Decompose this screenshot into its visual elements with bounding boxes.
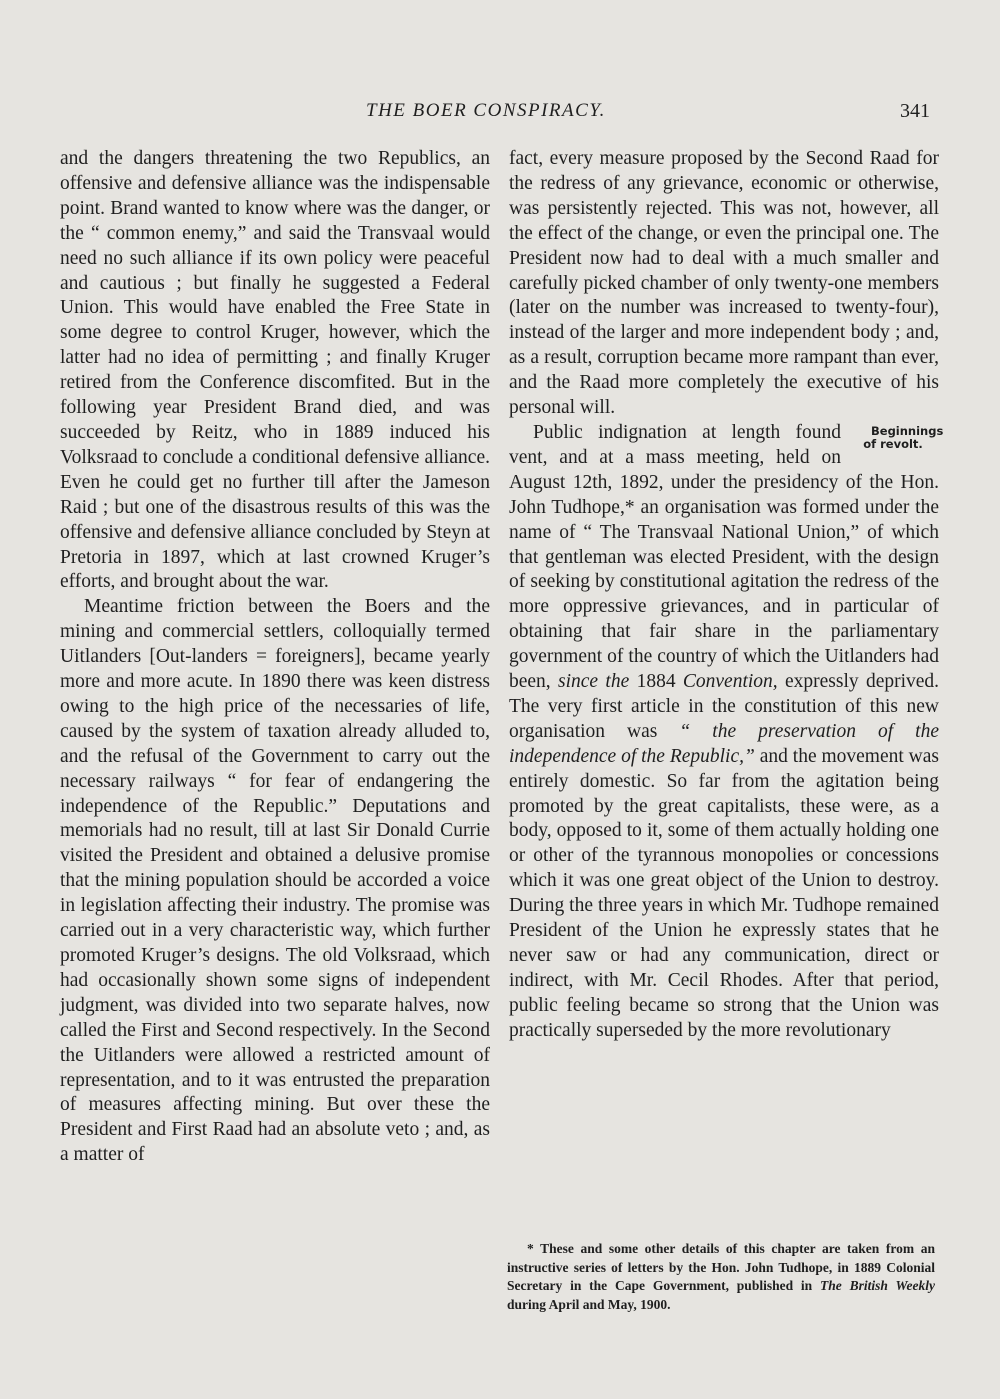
marginal-note: Beginnings of revolt.: [863, 423, 944, 451]
right-column: [509, 147, 944, 1044]
right-paragraph-2-year: 1884: [636, 671, 676, 693]
quoted-article: “ the preservation of the independence of the Republic,”: [509, 720, 939, 767]
right-paragraph-2-text-b: expressly deprived. The very first article in the constitution of this new organisation was: [509, 671, 940, 742]
footnote-publication: The British Weekly: [820, 1278, 935, 1293]
emphasis-since-the: since the: [558, 671, 630, 693]
running-title: THE BOER CONSPIRACY.: [366, 100, 606, 121]
page-number: 341: [900, 100, 930, 122]
emphasis-convention: Convention,: [682, 671, 778, 693]
right-paragraph-2-text-a: Public indignation at length found vent, and at a mass meeting, held on August 12th, 1892, under the presidency of the Hon. John Tudhope,* an organisation was formed under the name of “ The Transvaal National Union,” of which that gentleman was elected President, with the design of seeking by constitutional agitation the redress of the more oppressive grievances, and in particular of obtaining that fair share in the parliamentary government of the country of which the Uitlanders had been,: [509, 421, 939, 693]
right-paragraph-2-text-c: and the movement was entirely domestic. So far from the agitation being promoted by the great capitalists, these were, as a body, opposed to it, some of them actually holding one or other of the tyrannous monopolies or concessions which it was one great object of the Union to destroy. During the three years in which Mr. Tudhope remained President of the Union he expressly states that he never saw or had any communication, direct or indirect, with Mr. Cecil Rhodes. After that period, public feeling became so strong that the Union was practically superseded by the more revolutionary: [509, 745, 940, 1041]
right-paragraph-2: [509, 421, 944, 1044]
left-column: [60, 147, 490, 1168]
left-paragraph-2: Meantime friction between the Boers and the mining and commercial settlers, colloquially termed Uitlanders [Out-landers = foreigners], became yearly more and more acute. In 1890 there was keen distress owing to the high price of the necessaries of life, caused by the system of taxation already alluded to, and the refusal of the Government to carry out the necessary railways “ for fear of endangering the independence of the Republic.” Deputations and memorials had no result, till at last Sir Donald Currie visited the President and obtained a delusive promise that the mining population should be accorded a voice in legislation affecting their industry. The promise was carried out in a very characteristic way, which further promoted Kruger’s designs. The old Volksraad, which had occasionally shown some signs of independent judgment, was divided into two separate halves, now called the First and Second respectively. In the Second the Uitlanders were allowed a restricted amount of representation, and to it was entrusted the preparation of measures affecting mining. But over these the President and First Raad had an absolute veto ; and, as a matter of: [60, 596, 490, 1166]
footnote: [507, 1240, 935, 1314]
right-paragraph-1: fact, every measure proposed by the Second Raad for the redress of any grievance, economic or otherwise, was persistently rejected. This was not, however, all the effect of the change, or even the principal one. The President now had to deal with a much smaller and carefully picked chamber of only twenty-one members (later on the number was increased to twenty-four), instead of the larger and more independent body ; and, as a result, corruption became more rampant than ever, and the Raad more completely the executive of his personal will.: [509, 148, 939, 419]
left-paragraph-1: and the dangers threatening the two Republics, an offensive and defensive alliance was the indispensable point. Brand wanted to know where was the danger, or the “ common enemy,” and said the Transvaal would need no such alliance if its own policy were peaceful and cautious ; but finally he suggested a Federal Union. This would have enabled the Free State in some degree to control Kruger, however, which the latter had no idea of permitting ; and finally Kruger retired from the Conference discomfited. But in the following year President Brand died, and was succeeded by Reitz, who in 1889 induced his Volksraad to conclude a conditional defensive alliance. Even he could get no further till after the Jameson Raid ; but one of the disastrous results of this was the offensive and defensive alliance concluded by Steyn at Pretoria in 1897, which at last crowned Kruger’s efforts, and brought about the war.: [60, 148, 490, 593]
footnote-text-a: * These and some other details of this chapter are taken from an instructive series of letters by the Hon. John Tudhope, in 1889 Colonial Secretary in the Cape Government, published in: [507, 1241, 935, 1293]
page-header: [0, 100, 1000, 130]
footnote-text-b: during April and May, 1900.: [507, 1296, 671, 1312]
